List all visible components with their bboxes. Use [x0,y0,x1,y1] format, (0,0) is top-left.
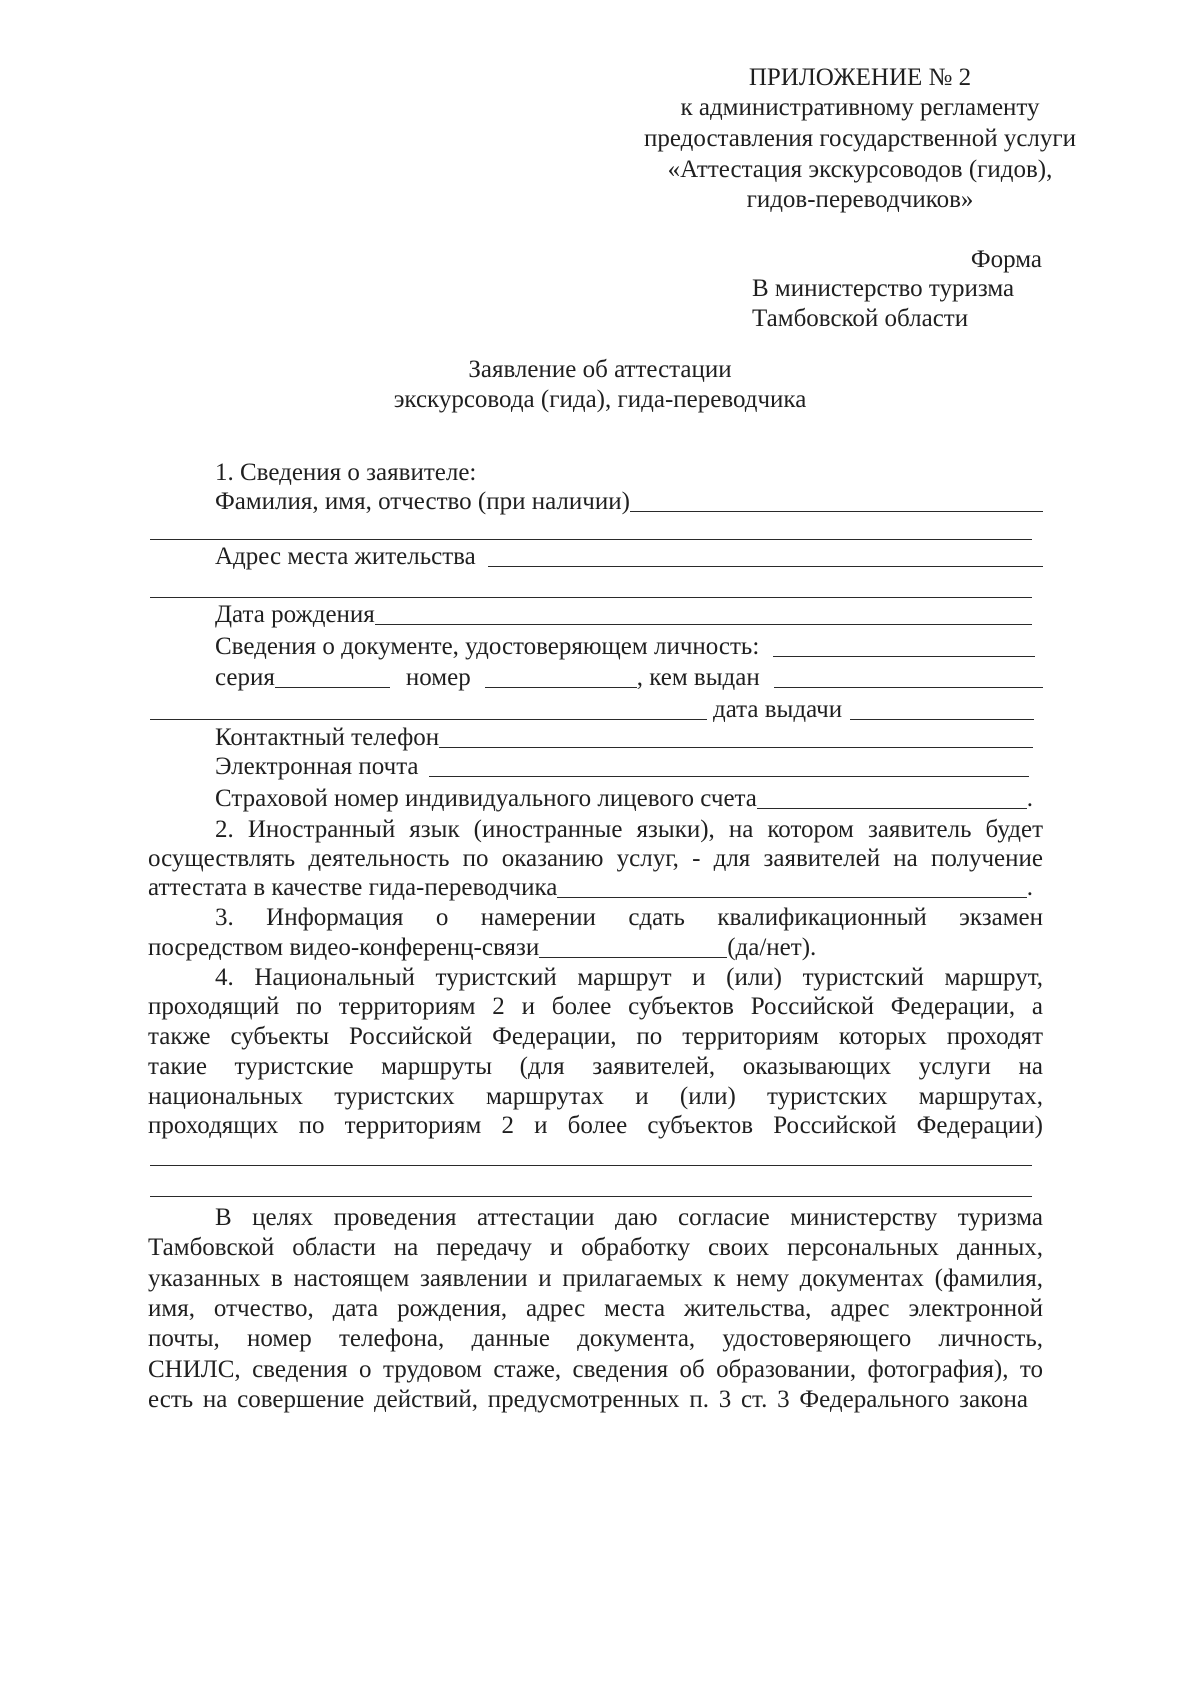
id-document-field[interactable] [215,632,1035,662]
issued-by-continuation-line[interactable] [150,719,707,720]
document-title: Заявление об аттестации [468,356,732,383]
section-heading: 1. Сведения о заявителе: [215,459,477,486]
consent-text: имя, отчество, дата рождения, адрес места жительства, адрес электронной [148,1295,1043,1322]
field-label: номер [405,664,471,691]
input-line[interactable] [488,566,1043,567]
field-label: Фамилия, имя, отчество (при наличии) [215,488,630,515]
birth-date-field[interactable] [215,600,1032,630]
email-field[interactable] [215,752,1029,782]
input-line[interactable] [150,1165,1032,1166]
address-field[interactable] [215,542,1043,572]
video-conference-field[interactable] [148,933,816,963]
field-label: , кем выдан [636,664,760,691]
input-line[interactable] [150,597,1032,598]
appendix-number: ПРИЛОЖЕНИЕ № 2 [748,64,972,91]
field-label: Страховой номер индивидуального лицевого счета [215,785,757,812]
issue-date-field[interactable] [150,695,1034,725]
field-label: Контактный телефон [215,724,440,751]
field-label: Адрес места жительства [215,543,476,570]
issue-date-input-line[interactable] [850,719,1034,720]
number-input-line[interactable] [485,687,637,688]
consent-text: СНИЛС, сведения о трудовом стаже, сведения об образовании, фотография), то [148,1356,1043,1383]
period: . [1026,785,1033,812]
input-line[interactable] [150,1196,1032,1197]
header-line: предоставления государственной услуги [643,125,1077,152]
section4-text: проходящий по территориям 2 и более субъектов Российской Федерации, а [148,993,1043,1020]
section2-text: осуществлять деятельность по оказанию услуг, - для заявителей на получение [148,845,1043,872]
phone-field[interactable] [215,723,1033,753]
issued-by-input-line[interactable] [774,687,1043,688]
addressee-line: В министерство туризма [752,275,1015,302]
field-label: Сведения о документе, удостоверяющем личность: [215,633,760,660]
section4-text: проходящих по территориям 2 и более субъектов Российской Федерации) [148,1112,1043,1139]
form-label: Форма [970,246,1042,273]
input-line[interactable] [375,624,1032,625]
snils-field[interactable] [215,784,1033,814]
addressee-line: Тамбовской области [752,305,969,332]
section4-text: национальных туристских маршрутах и (или) туристских маршрутах, [148,1083,1043,1110]
document-title: экскурсовода (гида), гида-переводчика [393,386,807,413]
consent-text: есть на совершение действий, предусмотренных п. 3 ст. 3 Федерального закона [148,1386,1028,1413]
foreign-language-field[interactable] [148,873,1033,903]
input-line[interactable] [429,776,1029,777]
consent-text: указанных в настоящем заявлении и прилагаемых к нему документах (фамилия, [148,1265,1043,1292]
section2-text: 2. Иностранный язык (иностранные языки), на котором заявитель будет [215,816,1043,843]
input-line[interactable] [773,656,1035,657]
field-label: Электронная почта [215,753,419,780]
field-label: (да/нет). [727,934,817,961]
header-line: к административному регламенту [680,94,1040,121]
field-label: посредством видео-конференц-связи [148,934,540,961]
section4-text: также субъекты Российской Федерации, по территориям которых проходят [148,1023,1043,1050]
field-label: серия [215,664,275,691]
input-line[interactable] [539,957,727,958]
input-line[interactable] [439,747,1033,748]
input-line[interactable] [757,808,1027,809]
period: . [1026,874,1033,901]
consent-text: В целях проведения аттестации даю согласие министерству туризма [215,1204,1043,1231]
header-line: гидов-переводчиков» [746,186,974,213]
input-line[interactable] [630,511,1043,512]
section3-text: 3. Информация о намерении сдать квалификационный экзамен [215,904,1043,931]
series-input-line[interactable] [275,687,390,688]
field-label: дата выдачи [713,696,843,723]
section4-text: такие туристские маршруты (для заявителей, оказывающих услуги на [148,1053,1043,1080]
full-name-field[interactable] [215,487,1043,517]
header-line: «Аттестация экскурсоводов (гидов), [667,156,1053,183]
series-number-field[interactable] [215,663,1043,693]
input-line[interactable] [557,897,1026,898]
input-line[interactable] [150,539,1032,540]
consent-text: почты, номер телефона, данные документа, удостоверяющего личность, [148,1325,1043,1352]
field-label: аттестата в качестве гида-переводчика [148,874,558,901]
section4-text: 4. Национальный туристский маршрут и (или) туристский маршрут, [215,964,1043,991]
field-label: Дата рождения [215,601,375,628]
consent-text: Тамбовской области на передачу и обработку своих персональных данных, [148,1234,1043,1261]
